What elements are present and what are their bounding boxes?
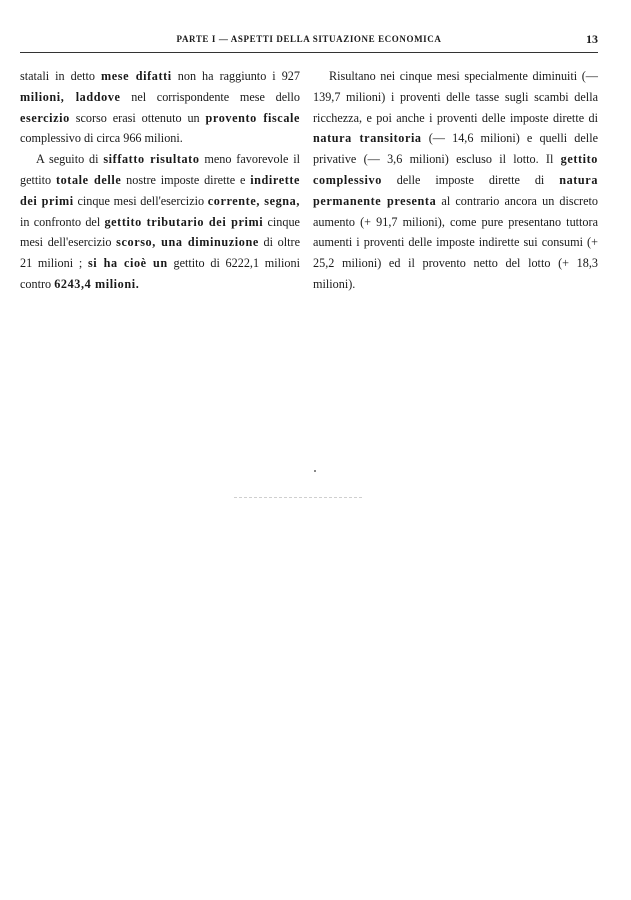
text-run: al contrario ancora un discreto aumento (+ 91,7 milioni), come pure presentano tuttora aumenti i proventi delle imposte indirette sui consumi (+ 25,2 milioni) ed il provento netto del lotto (+ 18,3 milioni).: [313, 193, 599, 291]
text-run: A seguito di: [36, 152, 99, 167]
text-run: di oltre 21 milioni ;: [20, 235, 301, 271]
text-run: nostre imposte dirette e: [126, 172, 246, 187]
text-run: non ha raggiunto i 927: [177, 69, 300, 83]
right-column: [313, 66, 598, 295]
text-run: delle imposte dirette di: [396, 172, 545, 187]
emphasis-run: esercizio: [20, 110, 70, 125]
left-column: [20, 66, 300, 295]
text-run: complessivo di circa 966 milioni.: [20, 131, 183, 146]
emphasis-run: gettito complessivo: [313, 152, 598, 187]
emphasis-run: natura permanente presenta: [313, 172, 599, 208]
emphasis-run: gettito tributario dei primi: [104, 214, 264, 229]
emphasis-run: indirette dei primi: [20, 172, 301, 208]
text-run: gettito di 6222,1 milioni contro: [20, 256, 300, 291]
header-title: PARTE I — ASPETTI DELLA SITUAZIONE ECONOMICA: [176, 34, 442, 44]
text-run: in confronto del: [20, 214, 101, 229]
text-run: scorso erasi ottenuto un: [75, 110, 200, 125]
emphasis-run: provento fiscale: [205, 110, 301, 125]
text-run: cinque mesi dell'esercizio: [77, 193, 205, 208]
paragraph-1: [20, 66, 300, 149]
emphasis-run: mese difatti: [101, 69, 172, 83]
emphasis-run: 6243,4 milioni.: [54, 276, 140, 291]
emphasis-run: siffatto risultato: [103, 152, 200, 167]
running-header: [20, 34, 598, 53]
emphasis-run: totale delle: [55, 172, 122, 187]
text-run: Risultano nei cinque mesi specialmente diminuiti (— 139,7 milioni) i proventi delle tasse sugli scambi della ricchezza, e poi anche i proventi delle imposte dirette di: [313, 69, 598, 125]
text-run: statali in detto: [20, 69, 95, 83]
paragraph-2: [20, 149, 300, 295]
page-number: 13: [586, 32, 598, 46]
emphasis-run: natura transitoria: [313, 131, 422, 146]
text-run: nel corrispondente mese dello: [131, 89, 300, 104]
emphasis-run: scorso, una diminuzione: [116, 235, 259, 250]
faint-divider: [234, 497, 362, 498]
emphasis-run: milioni, laddove: [20, 89, 121, 104]
text-run: meno favorevole il gettito: [20, 152, 300, 187]
emphasis-run: corrente, segna,: [207, 193, 301, 208]
paragraph-3: [313, 66, 598, 295]
emphasis-run: si ha cioè un: [87, 256, 168, 271]
text-run: cinque mesi dell'esercizio: [20, 214, 300, 250]
text-run: (— 14,6 milioni) e quelli delle privative (— 3,6 milioni) escluso il lotto. Il: [313, 131, 598, 167]
ink-speck: [314, 470, 316, 472]
